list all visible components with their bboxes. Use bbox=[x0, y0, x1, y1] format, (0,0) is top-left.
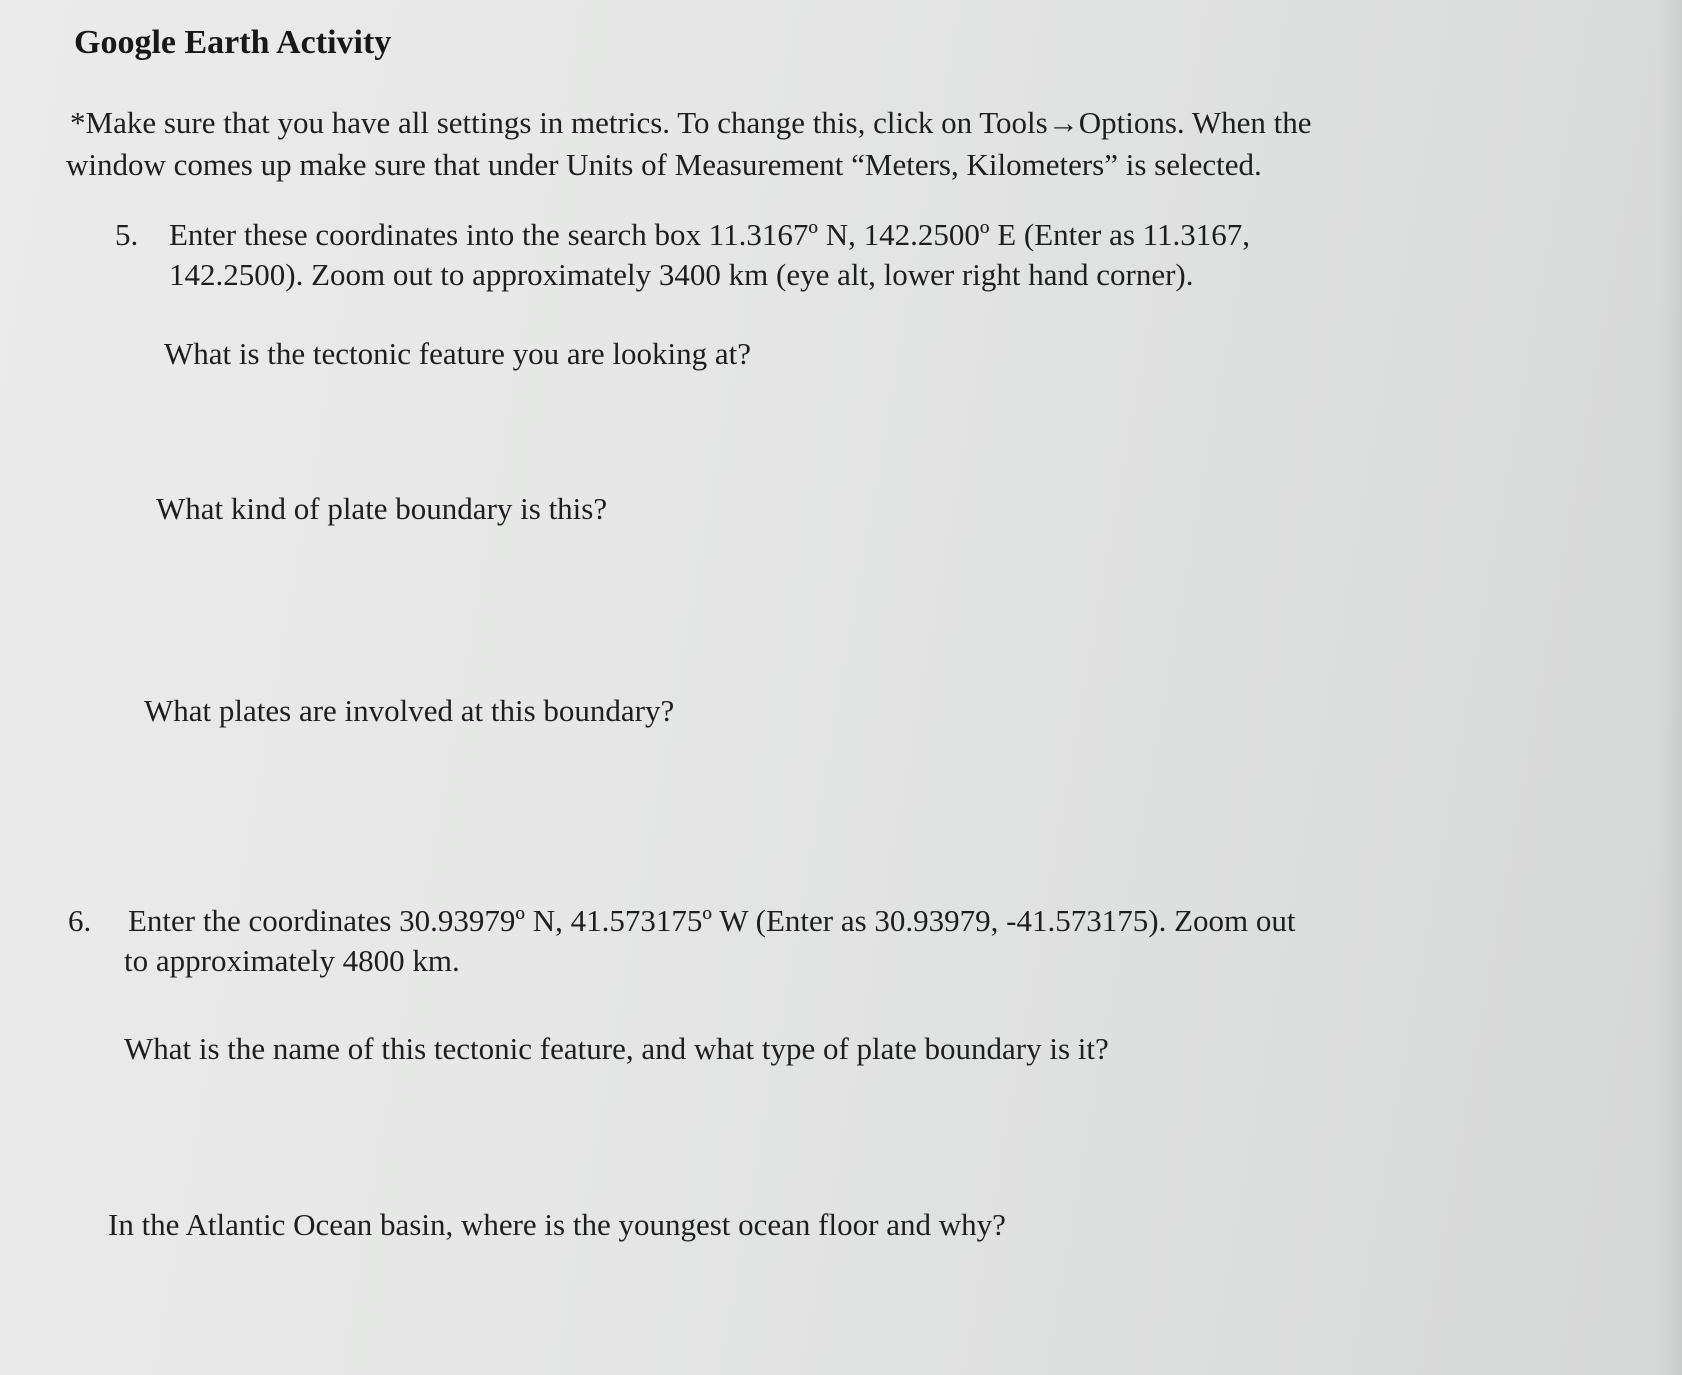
question-feature-name-and-boundary-type: What is the name of this tectonic feature, and what type of plate boundary is it? bbox=[124, 1031, 1109, 1066]
question-tectonic-feature: What is the tectonic feature you are looking at? bbox=[164, 336, 752, 371]
question-youngest-ocean-floor: In the Atlantic Ocean basin, where is the youngest ocean floor and why? bbox=[108, 1207, 1006, 1242]
note-text-before-arrow: *Make sure that you have all settings in metrics. To change this, click on Tools bbox=[70, 105, 1048, 140]
item-6-instruction-line-2: to approximately 4800 km. bbox=[124, 943, 460, 978]
question-plate-boundary-kind: What kind of plate boundary is this? bbox=[156, 491, 608, 526]
metric-settings-note-line-2: window comes up make sure that under Units of Measurement “Meters, Kilometers” is selected. bbox=[66, 147, 1262, 182]
metric-settings-note-line-1 bbox=[70, 104, 1311, 142]
item-5-instruction-line-2: 142.2500). Zoom out to approximately 3400 km (eye alt, lower right hand corner). bbox=[169, 257, 1194, 292]
arrow-right-icon: → bbox=[1047, 105, 1079, 140]
item-5-instruction-line-1: Enter these coordinates into the search box 11.3167º N, 142.2500º E (Enter as 11.3167, bbox=[169, 217, 1251, 252]
item-6-instruction-line-1: Enter the coordinates 30.93979º N, 41.573175º W (Enter as 30.93979, -41.573175). Zoom out bbox=[128, 903, 1296, 938]
item-5-number: 5. bbox=[115, 217, 139, 252]
question-plates-involved: What plates are involved at this boundary? bbox=[144, 693, 675, 728]
item-6-number: 6. bbox=[68, 903, 92, 938]
page-edge-shadow bbox=[1658, 0, 1682, 1375]
note-text-after-arrow: Options. When the bbox=[1078, 105, 1312, 140]
page-title: Google Earth Activity bbox=[74, 24, 392, 61]
